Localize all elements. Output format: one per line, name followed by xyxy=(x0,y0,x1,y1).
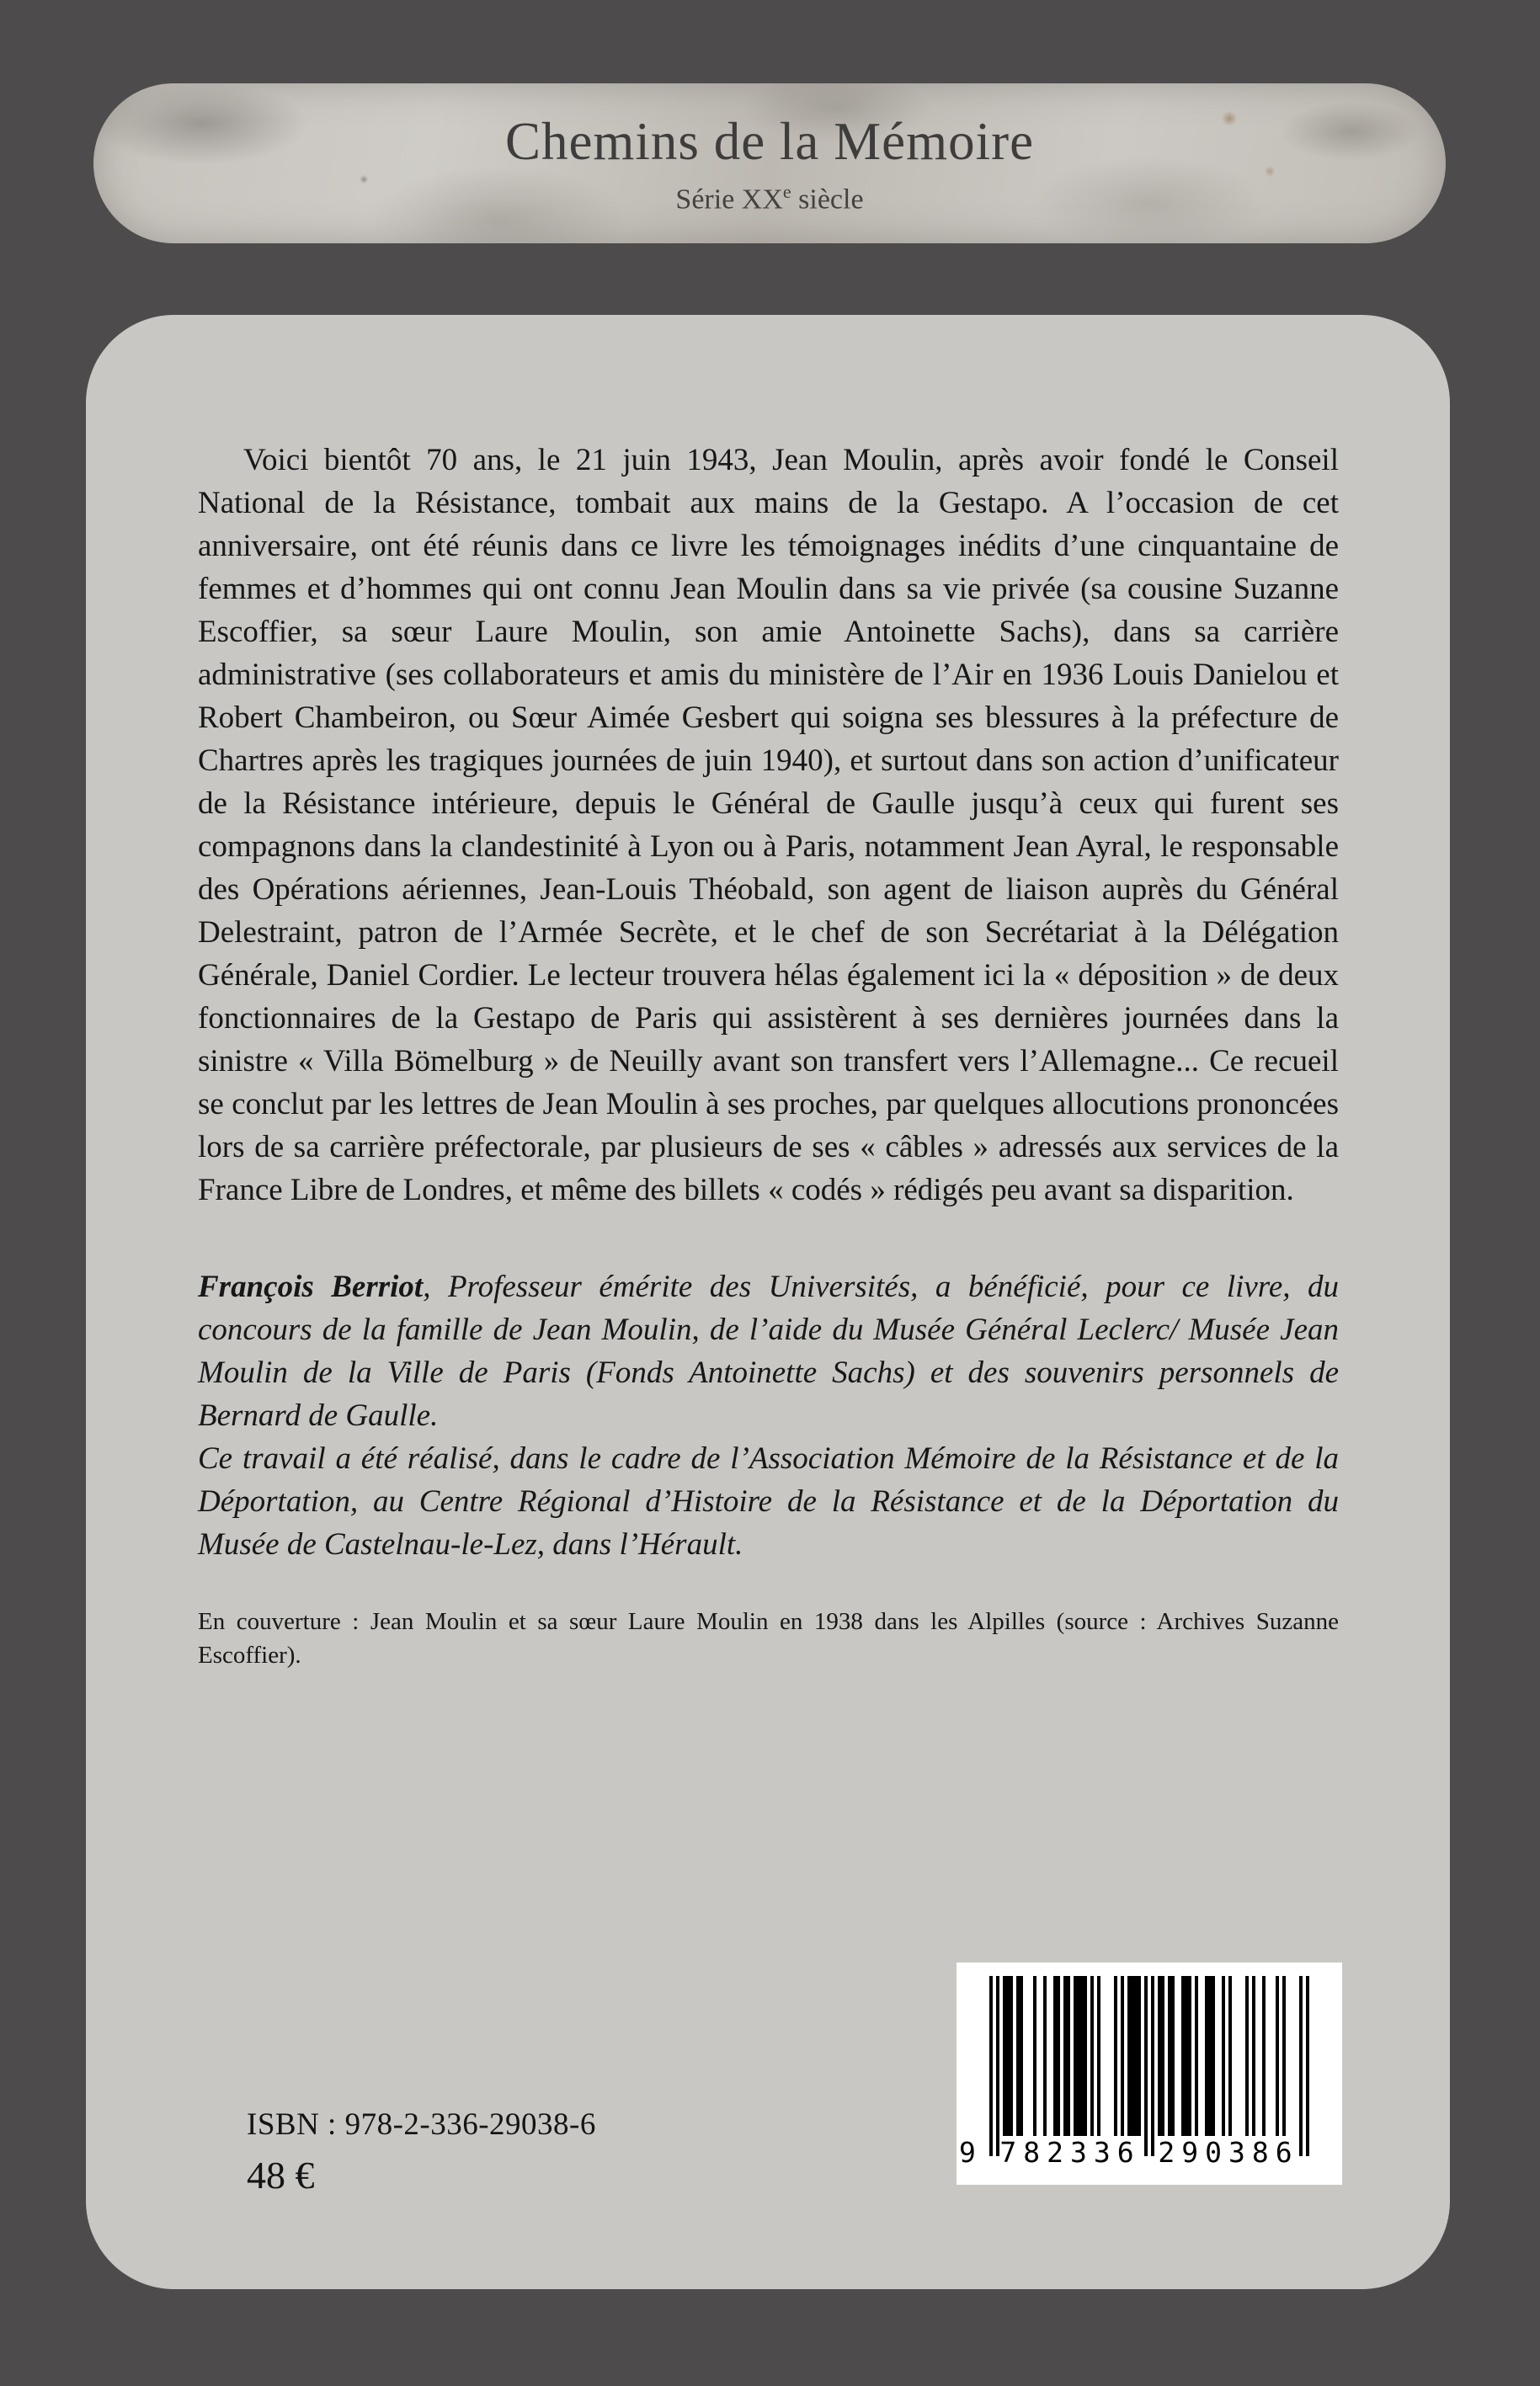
barcode-inner xyxy=(959,1976,1309,2169)
price-label: 48 € xyxy=(247,2154,315,2197)
barcode-digits-right: 290386 xyxy=(1158,2136,1299,2169)
author-bio-text-1: , Professeur émérite des Universités, a bénéficié, pour ce livre, du concours de la famille de Jean Moulin, de l’aide du Musée Général Leclerc/ Musée Jean Moulin de la Ville de Paris (Fonds Antoinette Sachs) et des souvenirs personnels de Bernard de Gaulle. xyxy=(198,1270,1339,1433)
author-bio-paragraph-1 xyxy=(198,1265,1339,1437)
barcode-digit-first: 9 xyxy=(959,2136,976,2169)
series-subtitle-post: siècle xyxy=(791,184,864,216)
barcode xyxy=(957,1963,1342,2185)
series-banner xyxy=(93,83,1446,243)
isbn-price-block xyxy=(247,2106,596,2197)
barcode-digits-left: 782336 xyxy=(999,2136,1141,2169)
cover-photo-credit: En couverture : Jean Moulin et sa sœur Laure Moulin en 1938 dans les Alpilles (source : Archives Suzanne Escoffier). xyxy=(198,1608,1339,1669)
cover-panel xyxy=(86,315,1450,2289)
author-bio xyxy=(198,1265,1339,1566)
series-title: Chemins de la Mémoire xyxy=(504,111,1035,171)
author-bio-paragraph-2: Ce travail a été réalisé, dans le cadre de l’Association Mémoire de la Résistance et de la Déportation, au Centre Régional d’Histoire de la Résistance et de la Déportation du Musée de Castelnau-le-Lez, dans l’Hérault. xyxy=(198,1441,1339,1562)
series-subtitle xyxy=(675,181,863,216)
series-subtitle-pre: Série XX xyxy=(675,184,783,216)
isbn-label: ISBN : 978-2-336-29038-6 xyxy=(247,2107,596,2142)
synopsis-text: Voici bientôt 70 ans, le 21 juin 1943, Jean Moulin, après avoir fondé le Conseil National de la Résistance, tombait aux mains de la Gestapo. A l’occasion de cet anniversaire, ont été réunis dans ce livre les témoignages inédits d’une cinquantaine de femmes et d’hommes qui ont connu Jean Moulin dans sa vie privée (sa cousine Suzanne Escoffier, sa sœur Laure Moulin, son amie Antoinette Sachs), dans sa carrière administrative (ses collaborateurs et amis du ministère de l’Air en 1936 Louis Danielou et Robert Chambeiron, ou Sœur Aimée Gesbert qui soigna ses blessures à la préfecture de Chartres après les tragiques journées de juin 1940), et surtout dans son action d’unificateur de la Résistance intérieure, depuis le Général de Gaulle jusqu’à ceux qui furent ses compagnons dans la clandestinité à Lyon ou à Paris, notamment Jean Ayral, le responsable des Opérations aériennes, Jean-Louis Théobald, son agent de liaison auprès du Général Delestraint, patron de l’Armée Secrète, et le chef de son Secrétariat à la Délégation Générale, Daniel Cordier. Le lecteur trouvera hélas également ici la « déposition » de deux fonctionnaires de la Gestapo de Paris qui assistèrent à ses dernières journées dans la sinistre « Villa Bömelburg » de Neuilly avant son transfert vers l’Allemagne... Ce recueil se conclut par les lettres de Jean Moulin à ses proches, par quelques allocutions prononcées lors de sa carrière préfectorale, par plusieurs de ses « câbles » adressés aux services de la France Libre de Londres, et même des billets « codés » rédigés peu avant sa disparition. xyxy=(198,443,1339,1207)
series-subtitle-sup: e xyxy=(782,180,791,202)
barcode-bars xyxy=(989,1976,1309,2156)
back-cover-text xyxy=(198,439,1339,1672)
author-name: François Berriot xyxy=(198,1270,424,1304)
